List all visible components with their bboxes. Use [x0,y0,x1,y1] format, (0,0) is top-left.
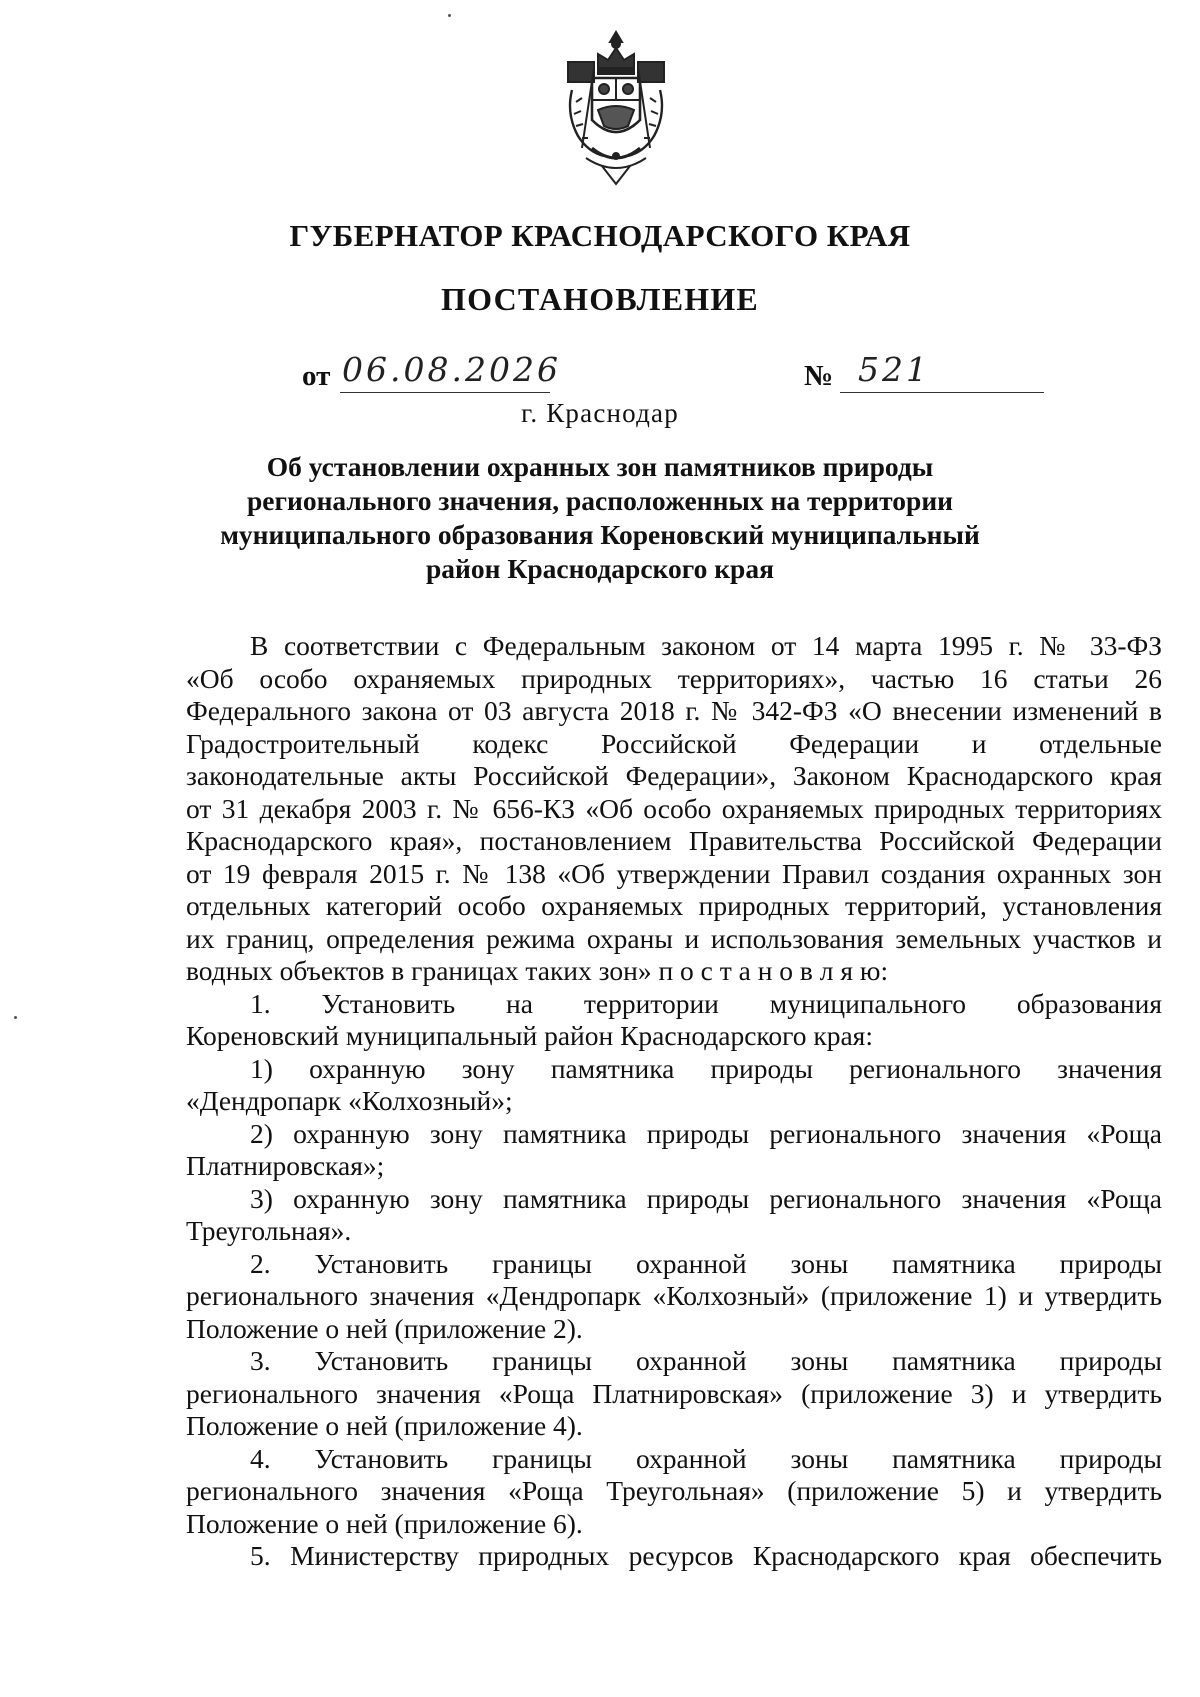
body-line: регионального значения «Дендропарк «Колхозный» (приложение 1) и утвердить [186,1280,1162,1311]
city: г. Краснодар [521,398,679,428]
body-line: водных объектов в границах таких зон» п о с т а н о в л я ю: [186,955,889,986]
body-line: регионального значения «Роща Треугольная» (приложение 5) и утвердить [186,1475,1162,1506]
document-type: ПОСТАНОВЛЕНИЕ [441,281,759,317]
body-line: отдельных категорий особо охраняемых природных территорий, установления [186,890,1162,921]
body-line: Положение о ней (приложение 6). [186,1507,583,1539]
body-line: В соответствии с Федеральным законом от 14 марта 1995 г. № 33-ФЗ [250,630,1162,661]
body-line: 3. Установить границы охранной зоны памятника природы [250,1345,1162,1376]
body-line: Положение о ней (приложение 2). [186,1312,583,1344]
body-line: законодательные акты Российской Федерации», Законом Краснодарского края [186,760,1162,791]
body-line: Кореновский муниципальный район Краснодарского края: [186,1020,873,1051]
body-line: 2. Установить границы охранной зоны памятника природы [250,1247,1162,1279]
body-line: от 31 декабря 2003 г. № 656-КЗ «Об особо охраняемых природных территориях [186,792,1162,824]
body-line: их границ, определения режима охраны и использования земельных участков и [186,922,1162,954]
body-line: Платнировская»; [186,1150,385,1181]
issuing-authority: ГУБЕРНАТОР КРАСНОДАРСКОГО КРАЯ [289,218,911,253]
handwritten-number: 521 [858,350,930,389]
number-underline [840,392,1044,393]
body-line: «Об особо охраняемых природных территориях», частью 16 статьи 26 [186,662,1162,694]
body-line: 1. Установить на территории муниципального образования [250,987,1162,1019]
date-number-line [302,350,1200,400]
body-line: Треугольная». [186,1215,352,1246]
title-line: район Краснодарского края [426,553,774,584]
document-body [186,630,1162,1573]
scan-speck [448,14,451,17]
body-line: 5. Министерству природных ресурсов Краснодарского края обеспечить [250,1540,1162,1571]
handwritten-date: 06.08.2026 [342,350,561,389]
body-line: 3) охранную зону памятника природы регионального значения «Роща [250,1182,1162,1214]
date-prefix: от [302,360,331,392]
title-line: Об установлении охранных зон памятников природы [266,451,934,482]
scan-speck [14,1016,17,1019]
coat-of-arms-icon [558,28,674,188]
body-line: 4. Установить границы охранной зоны памятника природы [250,1442,1162,1474]
number-prefix: № [804,360,834,392]
body-line: Градостроительный кодекс Российской Федерации и отдельные [186,727,1162,759]
body-line: 1) охранную зону памятника природы регионального значения [250,1052,1162,1084]
body-line: 2) охранную зону памятника природы регионального значения «Роща [250,1117,1162,1149]
body-line: регионального значения «Роща Платнировская» (приложение 3) и утвердить [186,1377,1162,1409]
document-title [200,450,1000,586]
date-underline [340,392,550,393]
title-line: регионального значения, расположенных на территории [246,485,954,516]
body-line: Федерального закона от 03 августа 2018 г. № 342-ФЗ «О внесении изменений в [186,695,1162,726]
body-line: Краснодарского края», постановлением Правительства Российской Федерации [186,825,1162,856]
title-line: муниципального образования Кореновский муниципальный [220,519,980,550]
body-line: Положение о ней (приложение 4). [186,1410,583,1441]
body-line: от 19 февраля 2015 г. № 138 «Об утверждении Правил создания охранных зон [186,857,1162,889]
body-line: «Дендропарк «Колхозный»; [186,1085,513,1116]
